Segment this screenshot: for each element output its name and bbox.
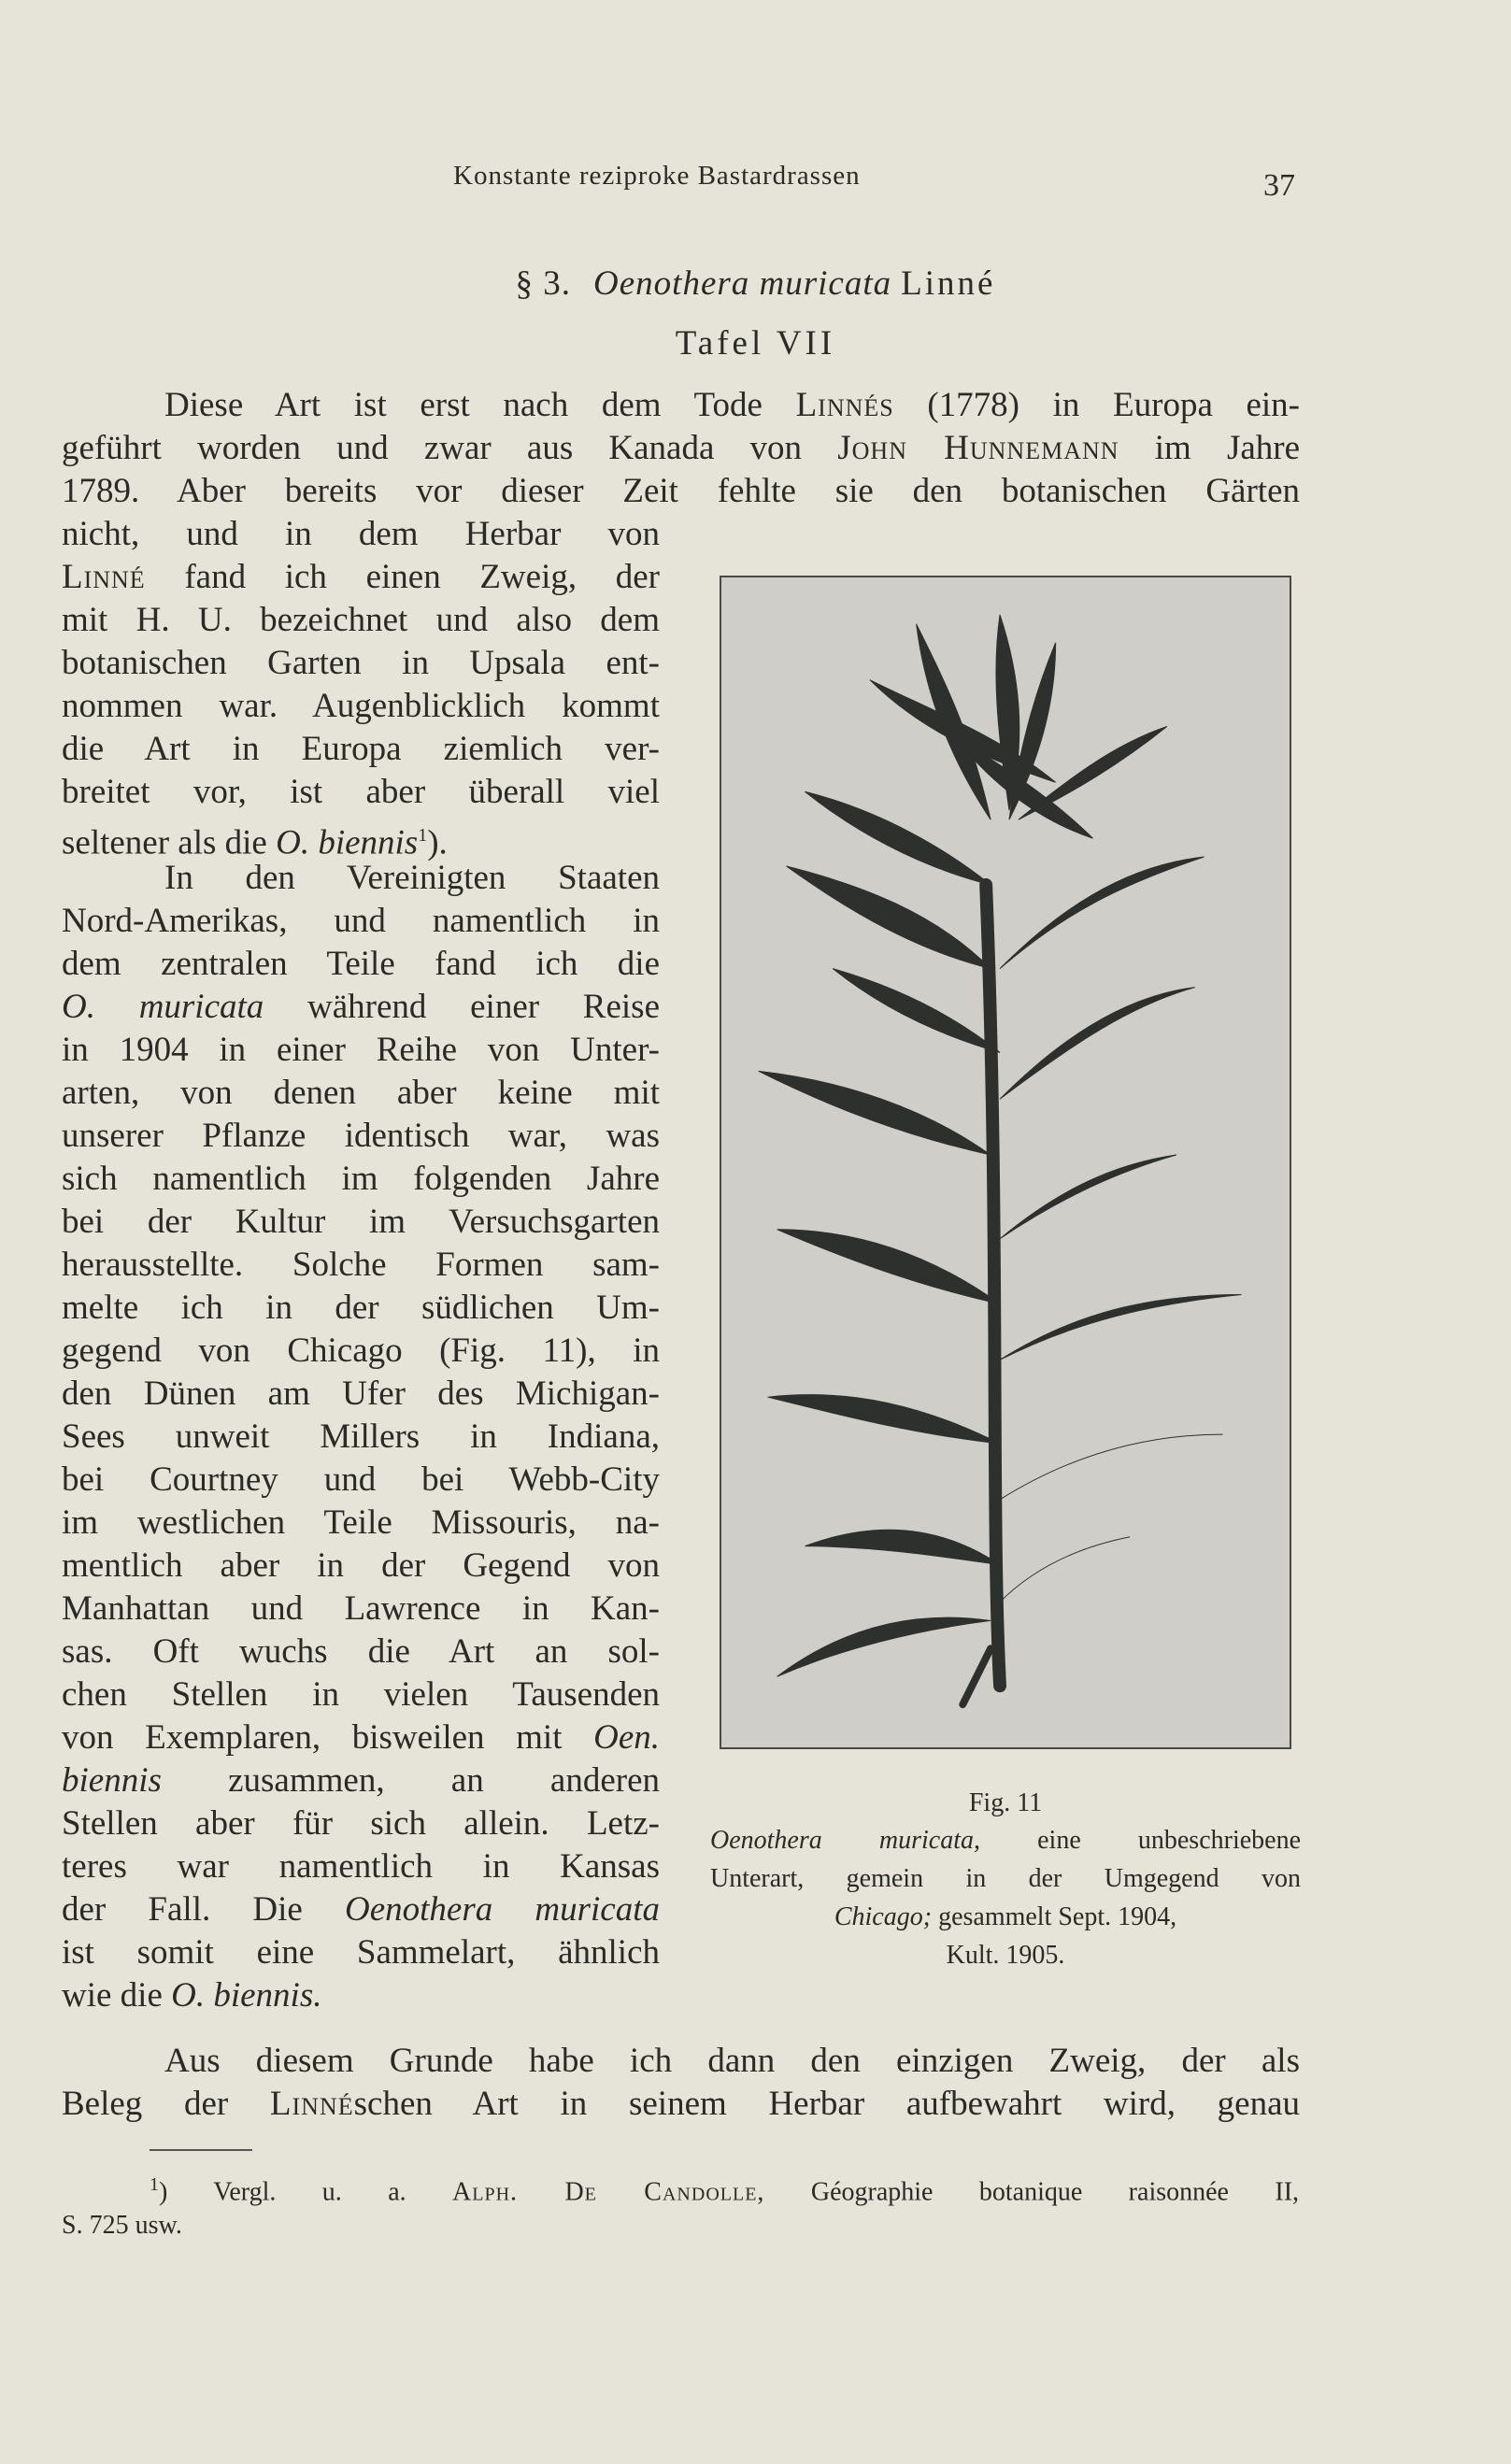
species-author: Linné <box>901 264 996 303</box>
figure-caption-line: Chicago; gesammelt Sept. 1904, <box>834 1902 1177 1931</box>
body-line: mentlich aber in der Gegend von <box>62 1546 660 1585</box>
body-line: mit H. U. bezeichnet und also dem <box>62 601 660 639</box>
body-line: die Art in Europa ziemlich ver- <box>62 730 660 768</box>
body-line: Beleg der Linnéschen Art in seinem Herbar aufbewahrt wird, genau <box>62 2085 1301 2123</box>
body-line: Sees unweit Millers in Indiana, <box>62 1417 660 1456</box>
section-title <box>0 263 1511 304</box>
page-number: 37 <box>1263 168 1295 203</box>
body-line: Manhattan und Lawrence in Kan- <box>62 1589 660 1628</box>
body-line: von Exemplaren, bisweilen mit Oen. <box>62 1718 660 1757</box>
body-line: in 1904 in einer Reihe von Unter- <box>62 1031 660 1069</box>
body-line: den Dünen am Ufer des Michigan- <box>62 1374 660 1413</box>
plant-photograph <box>720 576 1291 1749</box>
running-head: Konstante reziproke Bastardrassen <box>453 161 861 191</box>
body-line: Nord-Amerikas, und namentlich in <box>62 902 660 940</box>
body-line: wie die O. biennis. <box>62 1976 322 2015</box>
body-line: seltener als die O. biennis$^1$). <box>62 823 448 862</box>
body-line: biennis zusammen, an anderen <box>62 1761 660 1800</box>
section-number: § 3. <box>515 264 572 303</box>
body-line: unserer Pflanze identisch war, was <box>62 1117 660 1155</box>
body-line: melte ich in der südlichen Um- <box>62 1289 660 1327</box>
body-line: geführt worden und zwar aus Kanada von John Hunnemann im Jahre <box>62 429 1301 467</box>
plate-heading: Tafel VII <box>675 324 836 363</box>
body-line: nicht, und in dem Herbar von <box>62 515 660 553</box>
body-line: teres war namentlich in Kansas <box>62 1847 660 1886</box>
body-line: der Fall. Die Oenothera muricata <box>62 1890 660 1929</box>
figure-label: Fig. 11 <box>968 1788 1043 1817</box>
body-line: ist somit eine Sammelart, ähnlich <box>62 1933 660 1972</box>
body-line: Linné fand ich einen Zweig, der <box>62 558 660 596</box>
body-line: arten, von denen aber keine mit <box>62 1074 660 1112</box>
figure-caption-line: Oenothera muricata, eine unbeschriebene <box>710 1826 1302 1855</box>
body-line: sas. Oft wuchs die Art an sol- <box>62 1632 660 1671</box>
body-line: im westlichen Teile Missouris, na- <box>62 1503 660 1542</box>
body-line: bei der Kultur im Versuchsgarten <box>62 1203 660 1241</box>
footnote-line: $^1$) Vergl. u. a. Alph. De Candolle, Géographie botanique raisonnée II, <box>150 2174 1300 2207</box>
body-line: O. muricata während einer Reise <box>62 988 660 1026</box>
body-line: herausstellte. Solche Formen sam- <box>62 1246 660 1284</box>
species-name: Oenothera muricata <box>593 264 892 303</box>
footnote-marker: 1 <box>150 2174 159 2195</box>
figure-caption-line: Unterart, gemein in der Umgegend von <box>710 1864 1301 1893</box>
body-line: nommen war. Augenblicklich kommt <box>62 687 660 725</box>
oenothera-branch-image <box>721 577 1290 1747</box>
footnote-ref: 1 <box>418 825 428 846</box>
page-header <box>0 161 1511 207</box>
footnote-divider <box>150 2149 252 2151</box>
body-line: sich namentlich im folgenden Jahre <box>62 1160 660 1198</box>
body-line: 1789. Aber bereits vor dieser Zeit fehlte sie den botanischen Gärten <box>62 472 1300 510</box>
figure-caption-line: Kult. 1905. <box>946 1941 1065 1970</box>
body-line: Aus diesem Grunde habe ich dann den einzigen Zweig, der als <box>164 2042 1300 2080</box>
footnote-line: S. 725 usw. <box>62 2211 182 2240</box>
body-line: dem zentralen Teile fand ich die <box>62 945 660 983</box>
body-line: bei Courtney und bei Webb-City <box>62 1460 660 1499</box>
body-line: Diese Art ist erst nach dem Tode Linnés (1778) in Europa ein- <box>164 386 1301 424</box>
body-line: botanischen Garten in Upsala ent- <box>62 644 660 682</box>
body-line: In den Vereinigten Staaten <box>164 859 660 897</box>
body-line: breitet vor, ist aber überall viel <box>62 773 660 811</box>
body-line: chen Stellen in vielen Tausenden <box>62 1675 660 1714</box>
body-line: Stellen aber für sich allein. Letz- <box>62 1804 660 1843</box>
body-line: gegend von Chicago (Fig. 11), in <box>62 1332 660 1370</box>
